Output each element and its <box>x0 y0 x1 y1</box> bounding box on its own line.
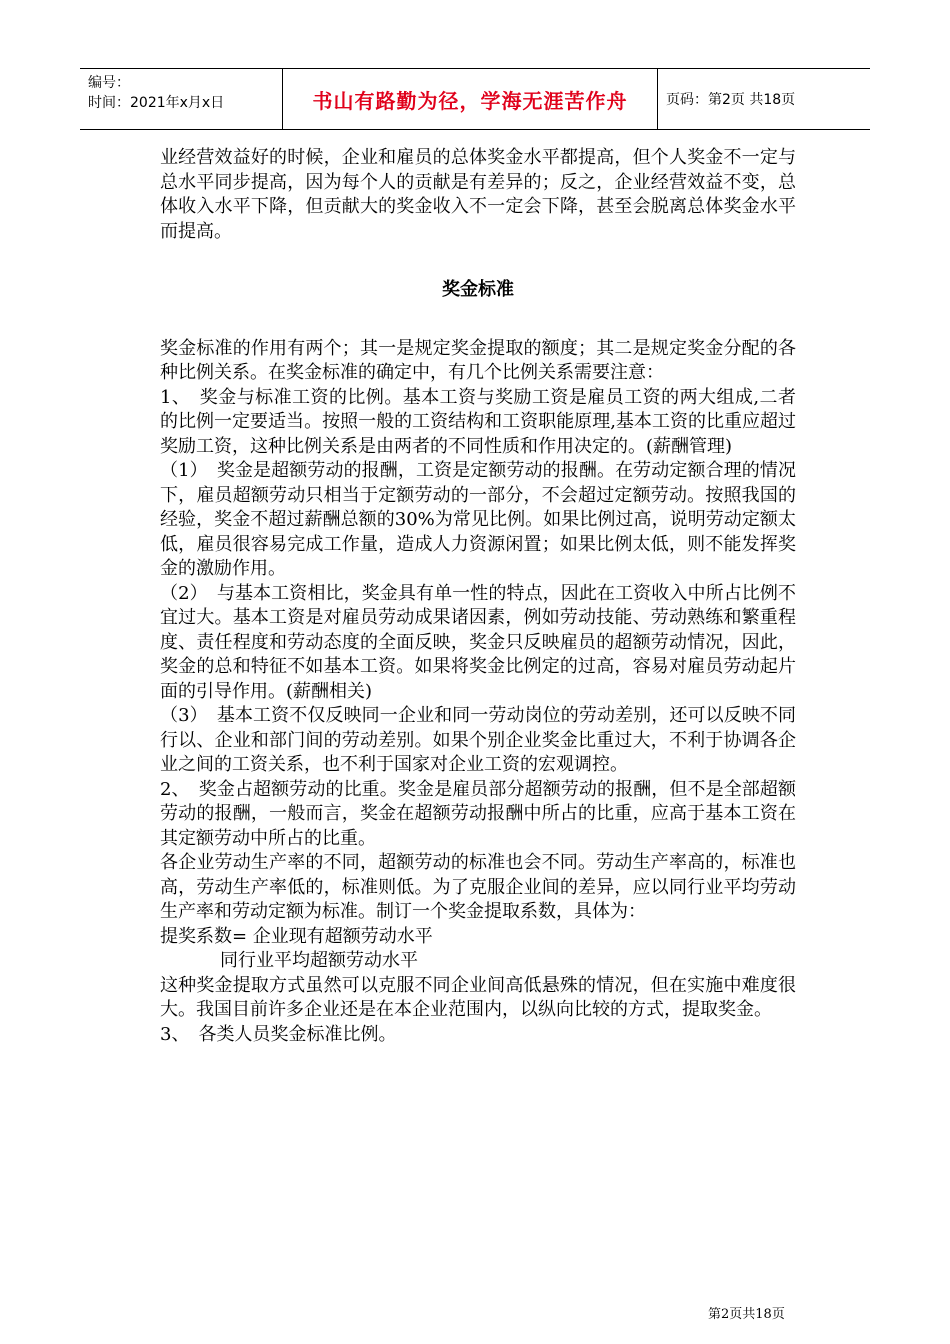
paragraph-3: （1） 奖金是超额劳动的报酬，工资是定额劳动的报酬。在劳动定额合理的情况下，雇员超额劳动只相当于定额劳动的一部分，不会超过定额劳动。按照我国的经验，奖金不超过薪酬总额的30%为常见比例。如果比例过高，说明劳动定额太低，雇员很容易完成工作量，造成人力资源闲置；如果比例太低，则不能发挥奖金的激励作用。 <box>160 460 796 579</box>
paragraph-7: 各企业劳动生产率的不同，超额劳动的标准也会不同。劳动生产率高的，标准也高，劳动生产率低的，标准则低。为了克服企业间的差异，应以同行业平均劳动生产率和劳动定额为标准。制订一个奖金提取系数，具体为： <box>160 852 796 922</box>
document-time-label: 时间：2021年x月x日 <box>88 95 225 111</box>
paragraph-intro: 业经营效益好的时候，企业和雇员的总体奖金水平都提高，但个人奖金不一定与总水平同步提高，因为每个人的贡献是有差异的；反之，企业经营效益不变，总体收入水平下降，但贡献大的奖金收入不一定会下降，甚至会脱离总体奖金水平而提高。 <box>160 147 796 242</box>
header-page-info: 页码：第2页 共18页 <box>666 92 796 108</box>
page-header <box>80 68 870 130</box>
section-title: 奖金标准 <box>442 279 514 300</box>
document-number-label: 编号： <box>88 75 130 91</box>
paragraph-5: （3） 基本工资不仅反映同一企业和同一劳动岗位的劳动差别，还可以反映不同行以、企业和部门间的劳动差别。如果个别企业奖金比重过大，不利于协调各企业之间的工资关系，也不利于国家对企业工资的宏观调控。 <box>160 705 796 775</box>
paragraph-2: 1、 奖金与标准工资的比例。基本工资与奖励工资是雇员工资的两大组成,二者的比例一定要适当。按照一般的工资结构和工资职能原理,基本工资的比重应超过奖励工资，这种比例关系是由两者的不同性质和作用决定的。(薪酬管理) <box>160 386 796 457</box>
page-footer: 第2页共18页 <box>708 1307 785 1322</box>
paragraph-4: （2） 与基本工资相比，奖金具有单一性的特点，因此在工资收入中所占比例不宜过大。基本工资是对雇员劳动成果诸因素，例如劳动技能、劳动熟练和繁重程度、责任程度和劳动态度的全面反映，奖金只反映雇员的超额劳动情况，因此，奖金的总和特征不如基本工资。如果将奖金比例定的过高，容易对雇员劳动起片面的引导作用。(薪酬相关) <box>160 582 796 702</box>
paragraph-6: 2、 奖金占超额劳动的比重。奖金是雇员部分超额劳动的报酬，但不是全部超额劳动的报酬，一般而言，奖金在超额劳动报酬中所占的比重，应高于基本工资在其定额劳动中所占的比重。 <box>160 778 796 849</box>
document-body <box>160 146 796 1047</box>
formula-denominator: 同行业平均超额劳动水平 <box>220 950 418 971</box>
paragraph-9: 3、 各类人员奖金标准比例。 <box>160 1023 397 1045</box>
paragraph-8: 这种奖金提取方式虽然可以克服不同企业间高低悬殊的情况，但在实施中难度很大。我国目前许多企业还是在本企业范围内，以纵向比较的方式，提取奖金。 <box>160 974 796 1020</box>
paragraph-1: 奖金标准的作用有两个；其一是规定奖金提取的额度；其二是规定奖金分配的各种比例关系。在奖金标准的确定中，有几个比例关系需要注意： <box>160 337 796 383</box>
header-left <box>80 69 282 129</box>
header-motto: 书山有路勤为径，学海无涯苦作舟 <box>282 69 658 129</box>
formula-numerator: 提奖系数= 企业现有超额劳动水平 <box>160 925 433 947</box>
